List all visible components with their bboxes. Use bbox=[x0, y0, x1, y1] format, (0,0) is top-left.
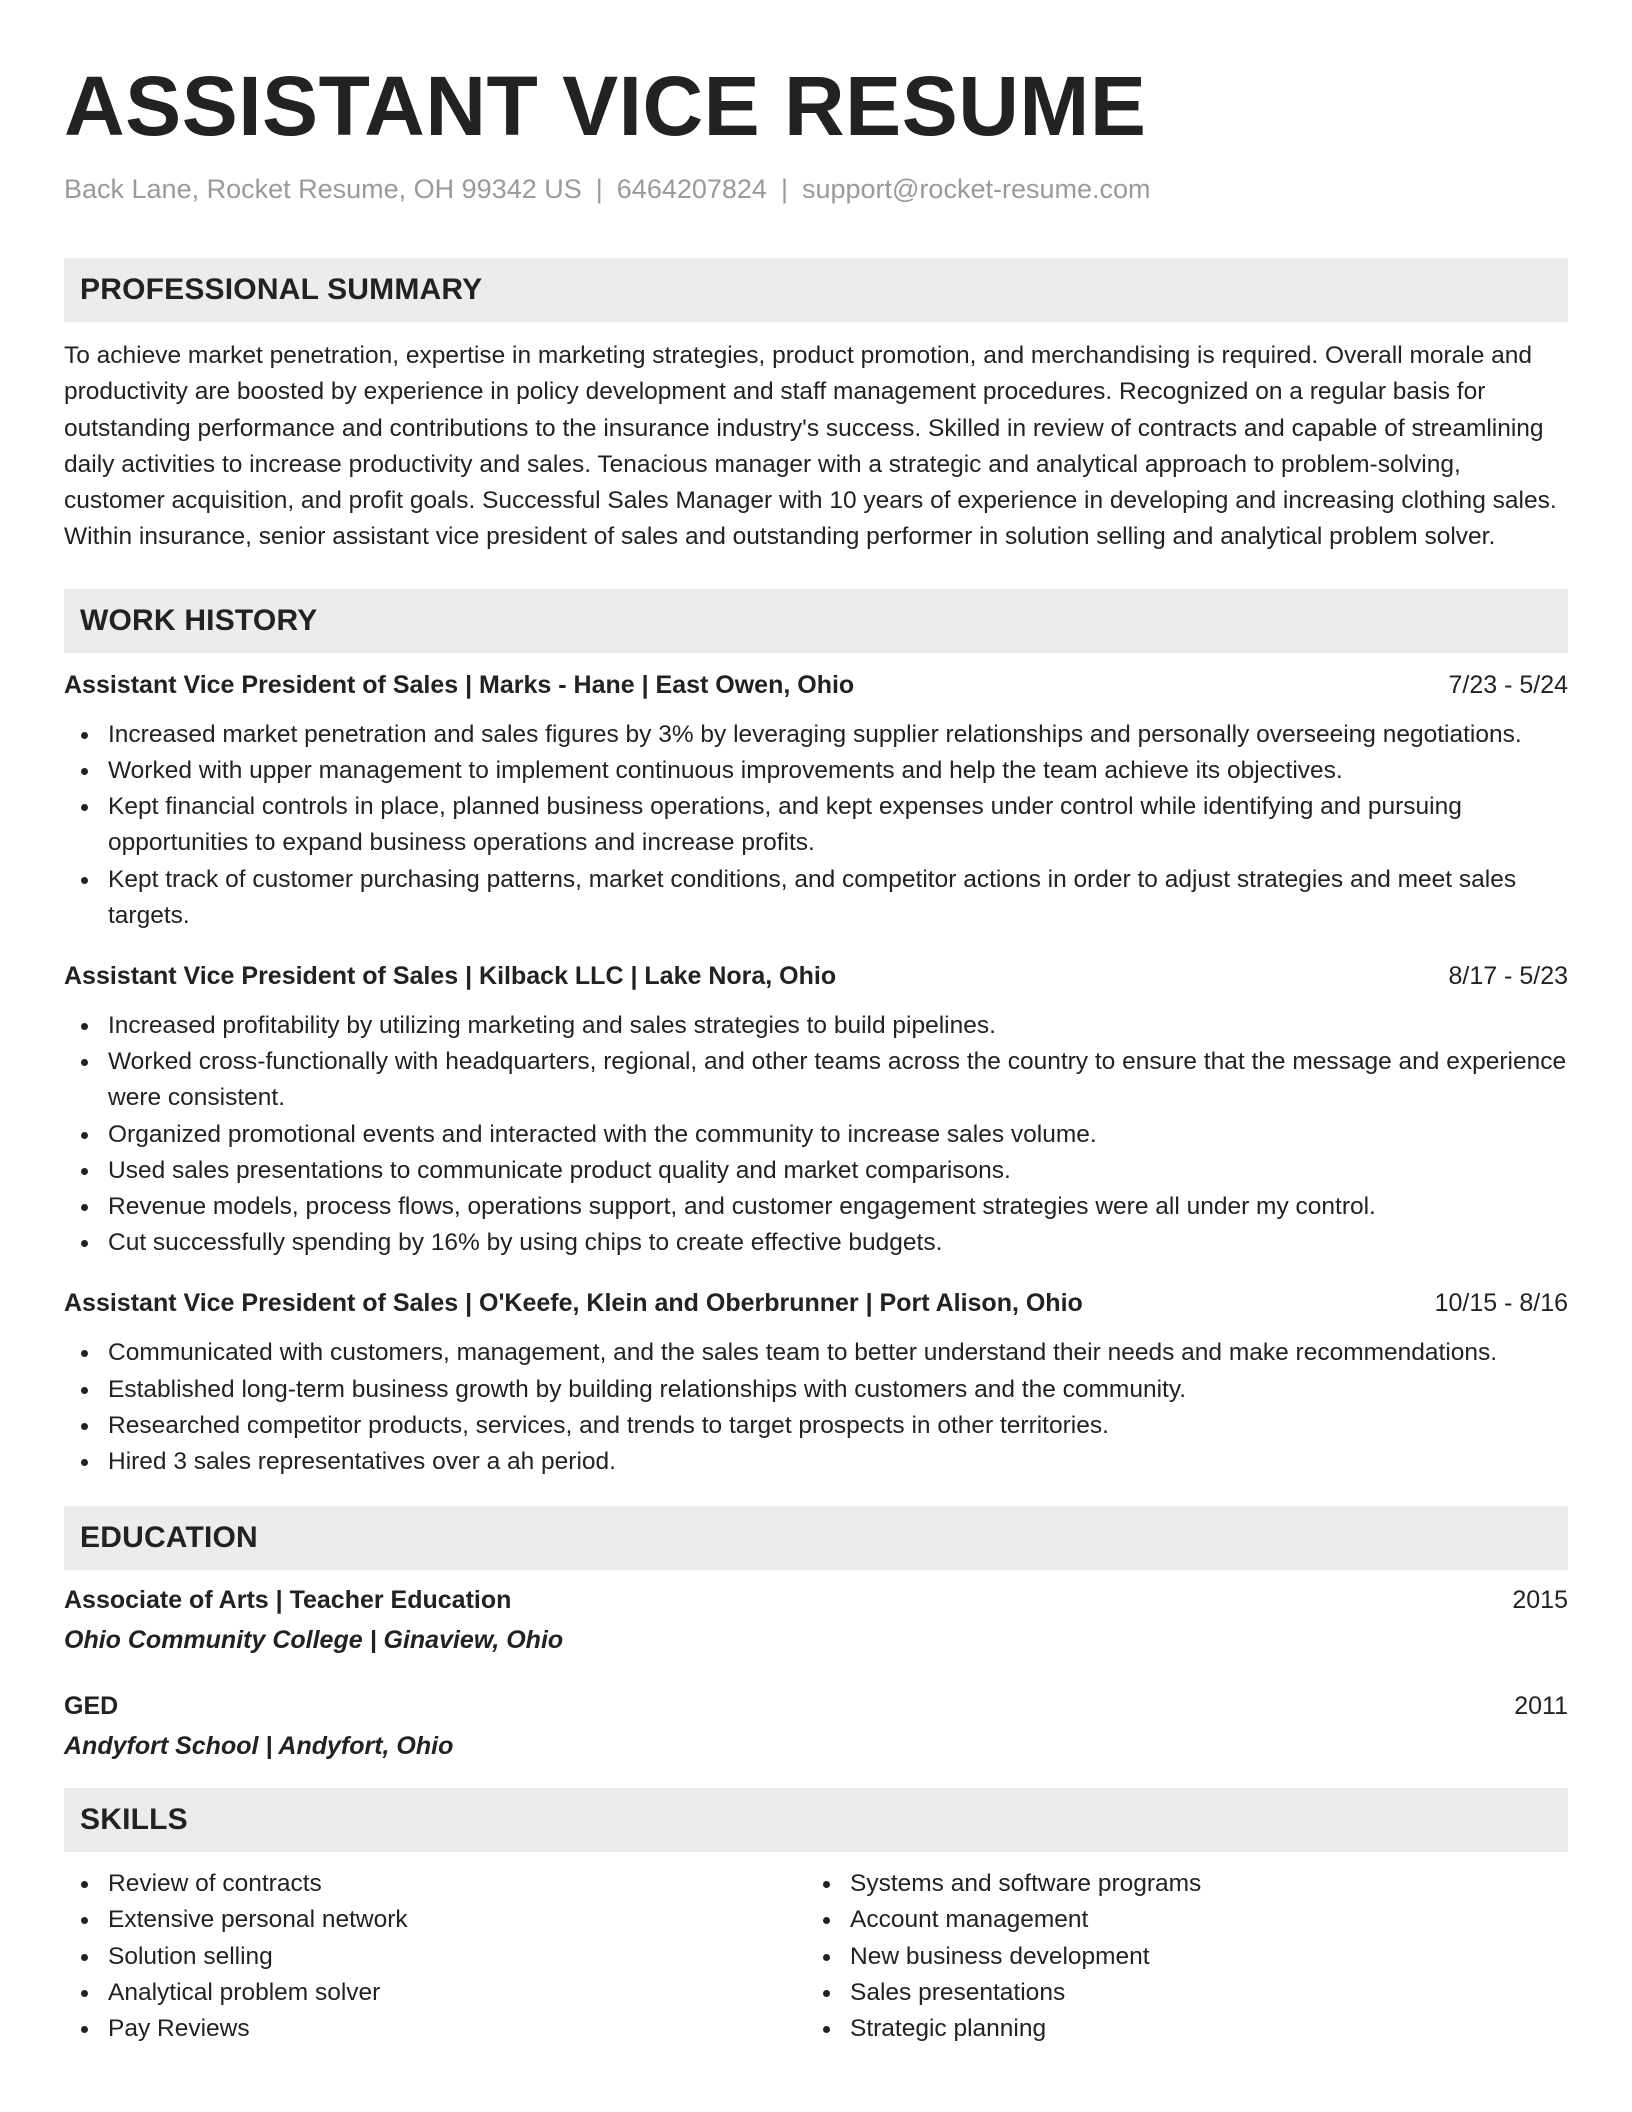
education-year: 2015 bbox=[1512, 1586, 1568, 1615]
section-heading-skills: SKILLS bbox=[64, 1788, 1568, 1852]
skill-item: Extensive personal network bbox=[64, 1902, 806, 1938]
job-title: Assistant Vice President of Sales | Kilback LLC | Lake Nora, Ohio bbox=[64, 962, 837, 990]
job-title: Assistant Vice President of Sales | Marks - Hane | East Owen, Ohio bbox=[64, 670, 855, 699]
education-year: 2011 bbox=[1514, 1692, 1568, 1721]
skill-item: Systems and software programs bbox=[806, 1866, 1548, 1902]
job-entry bbox=[64, 1285, 1568, 1480]
job-bullet: Revenue models, process flows, operations support, and customer engagement strategies were all under my control. bbox=[64, 1189, 1568, 1225]
section-heading-education: EDUCATION bbox=[64, 1506, 1568, 1570]
skills-grid bbox=[64, 1866, 1568, 2047]
job-bullet: Kept financial controls in place, planned business operations, and kept expenses under control while identifying and pursuing opportunities to expand business operations and increase profits. bbox=[64, 789, 1568, 861]
job-bullet: Cut successfully spending by 16% by using chips to create effective budgets. bbox=[64, 1225, 1568, 1261]
job-bullet: Organized promotional events and interacted with the community to increase sales volume. bbox=[64, 1117, 1568, 1153]
job-bullet: Communicated with customers, management, and the sales team to better understand their needs and make recommendations. bbox=[64, 1335, 1568, 1371]
education-entry bbox=[64, 1688, 1568, 1764]
education-school: Ohio Community College | Ginaview, Ohio bbox=[64, 1626, 564, 1655]
contact-separator: | bbox=[595, 174, 603, 204]
skill-item: Account management bbox=[806, 1902, 1548, 1938]
skill-item: New business development bbox=[806, 1939, 1548, 1975]
job-bullet: Kept track of customer purchasing patterns, market conditions, and competitor actions in order to adjust strategies and meet sales targets. bbox=[64, 862, 1568, 934]
education-degree: GED bbox=[64, 1692, 119, 1721]
job-entry bbox=[64, 958, 1568, 1261]
education-degree: Associate of Arts | Teacher Education bbox=[64, 1586, 512, 1615]
contact-line bbox=[64, 172, 1568, 206]
contact-email: support@rocket-resume.com bbox=[801, 174, 1151, 204]
skill-item: Pay Reviews bbox=[64, 2011, 806, 2047]
skills-list bbox=[806, 1866, 1548, 2047]
job-dates: 7/23 - 5/24 bbox=[1448, 670, 1568, 699]
job-bullets bbox=[64, 1335, 1568, 1480]
skills-column-left bbox=[64, 1866, 806, 2047]
skill-item: Strategic planning bbox=[806, 2011, 1548, 2047]
section-heading-work-history: WORK HISTORY bbox=[64, 589, 1568, 653]
job-title: Assistant Vice President of Sales | O'Keefe, Klein and Oberbrunner | Port Alison, Ohio bbox=[64, 1289, 1083, 1318]
education-school: Andyfort School | Andyfort, Ohio bbox=[64, 1732, 454, 1761]
job-header bbox=[64, 958, 1568, 994]
skill-item: Review of contracts bbox=[64, 1866, 806, 1902]
section-heading-summary: PROFESSIONAL SUMMARY bbox=[64, 258, 1568, 322]
education-header bbox=[64, 1688, 1568, 1724]
job-entry bbox=[64, 667, 1568, 934]
summary-text: To achieve market penetration, expertise in marketing strategies, product promotion, and merchandising is required. Overall morale and productivity are boosted by experience in policy development and staff management procedures. Recognized on a regular basis for outstanding performance and contributions to the insurance industry's success. Skilled in review of contracts and capable of streamlining daily activities to increase productivity and sales. Tenacious manager with a strategic and analytical approach to problem-solving, customer acquisition, and profit goals. Successful Sales Manager with 10 years of experience in developing and increasing clothing sales. Within insurance, senior assistant vice president of sales and outstanding performer in solution selling and analytical problem solver. bbox=[64, 342, 1557, 551]
job-dates: 10/15 - 8/16 bbox=[1434, 1289, 1568, 1318]
job-header bbox=[64, 667, 1568, 703]
resume-name: ASSISTANT VICE RESUME bbox=[64, 59, 1147, 153]
job-bullets bbox=[64, 1008, 1568, 1261]
contact-separator: | bbox=[780, 174, 788, 204]
skills-list bbox=[64, 1866, 806, 2047]
contact-address: Back Lane, Rocket Resume, OH 99342 US bbox=[64, 174, 582, 204]
job-bullet: Hired 3 sales representatives over a ah period. bbox=[64, 1444, 1568, 1480]
skill-item: Solution selling bbox=[64, 1939, 806, 1975]
job-bullets bbox=[64, 717, 1568, 934]
job-bullet: Researched competitor products, services, and trends to target prospects in other territories. bbox=[64, 1408, 1568, 1444]
job-dates: 8/17 - 5/23 bbox=[1448, 962, 1568, 990]
education-header bbox=[64, 1582, 1568, 1618]
skill-item: Analytical problem solver bbox=[64, 1975, 806, 2011]
skill-item: Sales presentations bbox=[806, 1975, 1548, 2011]
job-bullet: Established long-term business growth by building relationships with customers and the community. bbox=[64, 1372, 1568, 1408]
education-entry bbox=[64, 1582, 1568, 1658]
skills-column-right bbox=[806, 1866, 1548, 2047]
job-header bbox=[64, 1285, 1568, 1321]
job-bullet: Used sales presentations to communicate product quality and market comparisons. bbox=[64, 1153, 1568, 1189]
job-bullet: Worked with upper management to implement continuous improvements and help the team achieve its objectives. bbox=[64, 753, 1568, 789]
job-bullet: Increased profitability by utilizing marketing and sales strategies to build pipelines. bbox=[64, 1008, 1568, 1044]
contact-phone: 6464207824 bbox=[616, 174, 767, 204]
job-bullet: Increased market penetration and sales figures by 3% by leveraging supplier relationships and personally overseeing negotiations. bbox=[64, 717, 1568, 753]
job-bullet: Worked cross-functionally with headquarters, regional, and other teams across the country to ensure that the message and experience were consistent. bbox=[64, 1044, 1568, 1116]
